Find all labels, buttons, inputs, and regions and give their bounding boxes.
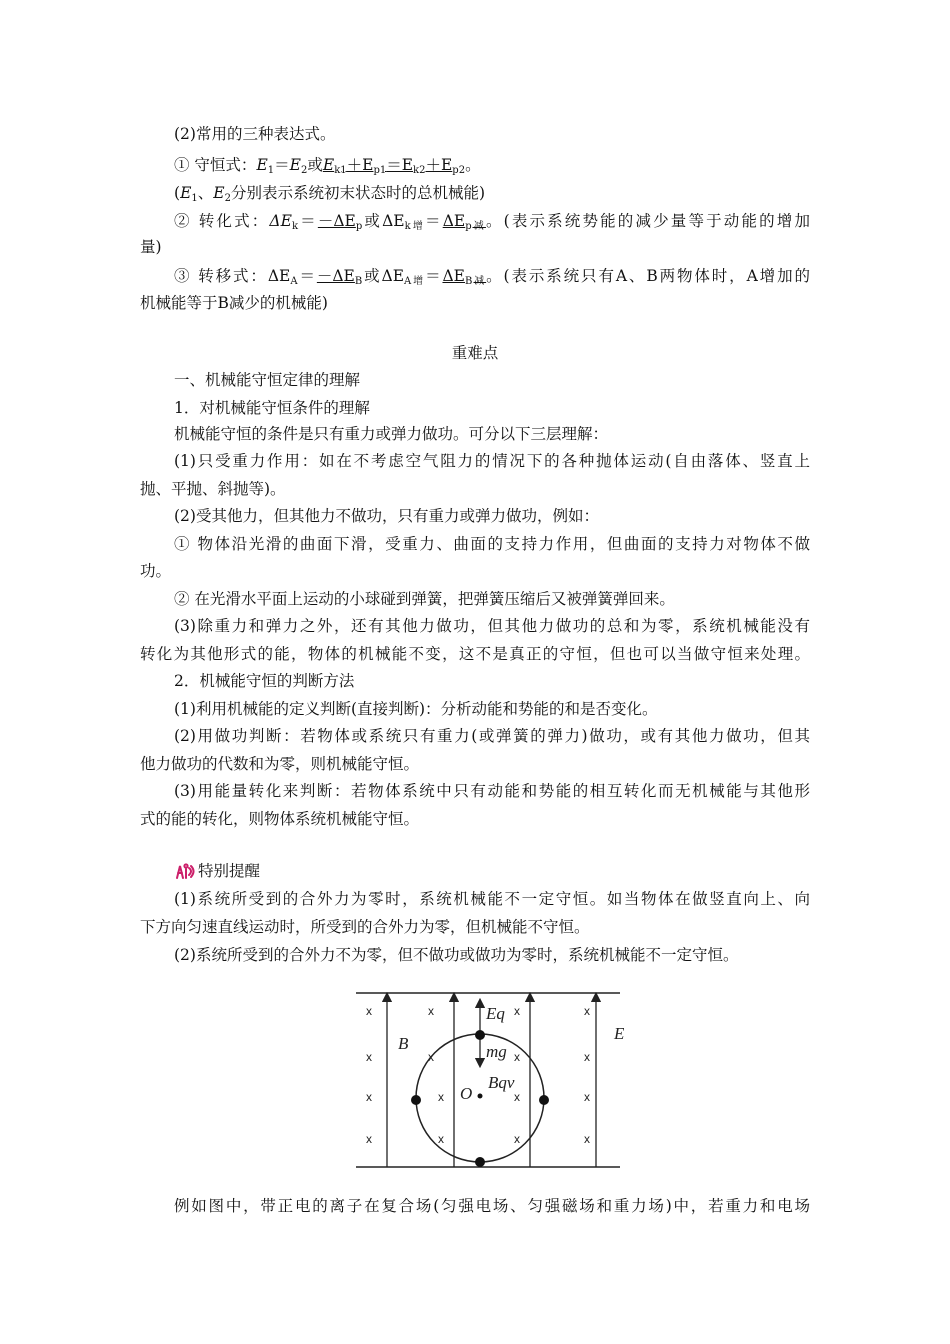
expr-item-1-e2-sub: 2 [300, 165, 308, 176]
cross-mark: x [514, 1004, 520, 1018]
section-title: 重难点 [451, 344, 499, 362]
expr-heading: (2)常用的三种表达式。 [174, 125, 336, 143]
section-p2: (2)受其他力，但其他力不做功，只有重力或弹力做功，例如： [174, 507, 599, 525]
section-p2-1b: 功。 [140, 562, 172, 580]
center-point [478, 1094, 483, 1099]
field-diagram [352, 983, 624, 1173]
expr-item-1-e2: E [289, 156, 301, 174]
particle-top [475, 1030, 485, 1040]
cross-mark: x [366, 1004, 372, 1018]
label-mg: mg [486, 1042, 507, 1061]
note-n1a: (1)系统所受到的合外力为零时，系统机械能不一定守恒。如当物体在做竖直向上、向 [174, 890, 810, 908]
expr-item-1-eq: ＝ [274, 156, 290, 174]
section-p2-1a: ① 物体沿光滑的曲面下滑，受重力、曲面的支持力作用，但曲面的支持力对物体不做 [174, 535, 810, 553]
label-Eq: Eq [486, 1004, 505, 1023]
note-n2: (2)系统所受到的合外力不为零，但不做功或做功为零时，系统机械能不一定守恒。 [174, 946, 739, 964]
note-title [174, 861, 810, 881]
particle-left [411, 1095, 421, 1105]
section-sub-1: 1．对机械能守恒条件的理解 [174, 399, 370, 417]
label-Bqv: Bqv [488, 1073, 515, 1092]
section-intro: 机械能守恒的条件是只有重力或弹力做功。可分以下三层理解： [174, 425, 609, 443]
label-E: E [614, 1024, 624, 1043]
cross-mark: x [428, 1050, 434, 1064]
cross-mark: x [514, 1050, 520, 1064]
section-p1a: (1)只受重力作用：如在不考虑空气阻力的情况下的各种抛体运动(自由落体、竖直上 [174, 452, 810, 470]
section-m3b: 式的能的转化，则物体系统机械能守恒。 [140, 810, 420, 828]
label-O: O [460, 1084, 473, 1103]
section-m2b: 他力做功的代数和为零，则机械能守恒。 [140, 755, 420, 773]
label-B: B [398, 1034, 409, 1053]
reminder-icon [174, 862, 196, 880]
expr-item-1-label: ① 守恒式： [174, 156, 257, 174]
section-heading-1: 一、机械能守恒定律的理解 [174, 371, 361, 389]
expr-item-1 [174, 155, 810, 175]
cross-mark: x [584, 1004, 590, 1018]
cross-mark: x [366, 1132, 372, 1146]
expr-note: ($E_1$、$E_2$分别表示系统初末状态时的总机械能) [174, 184, 486, 204]
section-m2a: (2)用做功判断：若物体或系统只有重力(或弹簧的弹力)做功，或有其他力做功，但其 [174, 727, 810, 745]
cross-mark: x [584, 1050, 590, 1064]
expr-item-1-end: 。 [465, 156, 481, 174]
expr-item-3: ③ 转移式：$\Delta E_A=-\Delta E_B$或$\Delta E_{A增}=\Delta E_{B减}$。(表示系统只有A、B两物体时，A增加的 [174, 267, 810, 287]
section-m1: (1)利用机械能的定义判断(直接判断)：分析动能和势能的和是否变化。 [174, 700, 658, 718]
section-p1b: 抛、平抛、斜抛等)。 [140, 480, 286, 498]
example-text: 例如图中，带正电的离子在复合场(匀强电场、匀强磁场和重力场)中，若重力和电场 [174, 1197, 810, 1215]
cross-mark: x [438, 1132, 444, 1146]
cross-mark: x [584, 1132, 590, 1146]
cross-mark: x [514, 1090, 520, 1104]
expr-item-1-formula: $E_{k1}+E_{p1}=E_{k2}+E_{p2}$ [322, 156, 466, 176]
cross-mark: x [366, 1050, 372, 1064]
note-n1b: 下方向匀速直线运动时，所受到的合外力为零，但机械能不守恒。 [140, 918, 590, 936]
expr-item-3-cont: 机械能等于B减少的机械能) [140, 294, 328, 312]
expr-item-2-cont: 量) [140, 238, 162, 256]
expr-item-2: ② 转化式：$\Delta E_k=-\Delta E_p$或$\Delta E_{k增}=\Delta E_{p减}$。(表示系统势能的减少量等于动能的增加 [174, 212, 810, 232]
note-title-text: 特别提醒 [198, 862, 261, 880]
expr-item-1-e1: E [256, 156, 268, 174]
section-sub-2: 2．机械能守恒的判断方法 [174, 672, 355, 690]
section-p2-2: ② 在光滑水平面上运动的小球碰到弹簧，把弹簧压缩后又被弹簧弹回来。 [174, 590, 675, 608]
particle-right [539, 1095, 549, 1105]
expr-item-1-e1-sub: 1 [267, 165, 275, 176]
cross-mark: x [438, 1090, 444, 1104]
cross-mark: x [584, 1090, 590, 1104]
cross-mark: x [514, 1132, 520, 1146]
section-p3a: (3)除重力和弹力之外，还有其他力做功，但其他力做功的总和为零，系统机械能没有 [174, 617, 810, 635]
cross-mark: x [428, 1004, 434, 1018]
expr-item-1-or: 或 [307, 156, 323, 174]
particle-bottom [475, 1157, 485, 1167]
section-m3a: (3)用能量转化来判断：若物体系统中只有动能和势能的相互转化而无机械能与其他形 [174, 782, 810, 800]
section-p3b: 转化为其他形式的能，物体的机械能不变，这不是真正的守恒，但也可以当做守恒来处理。 [140, 645, 810, 663]
cross-mark: x [366, 1090, 372, 1104]
